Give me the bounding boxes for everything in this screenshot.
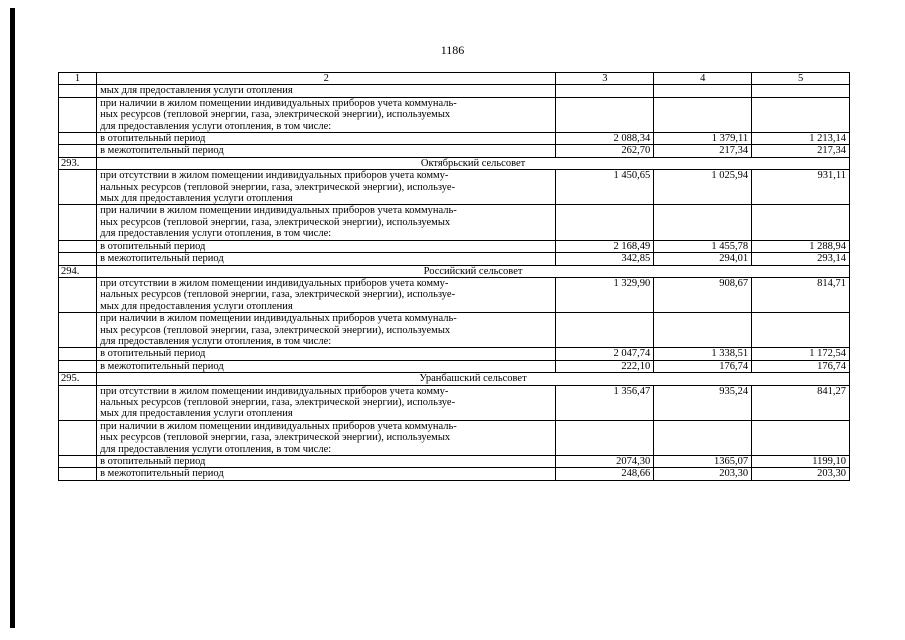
- value-col-5: 293,14: [752, 253, 850, 265]
- row-index: [59, 240, 97, 252]
- row-index: [59, 456, 97, 468]
- row-index: [59, 133, 97, 145]
- value-col-5: [752, 205, 850, 240]
- section-title: Российский сельсовет: [97, 265, 850, 277]
- value-col-3: 1 450,65: [556, 170, 654, 205]
- value-col-5: 1 213,14: [752, 133, 850, 145]
- row-index: [59, 145, 97, 157]
- value-col-4: 203,30: [654, 468, 752, 480]
- table-row: [59, 456, 850, 468]
- tariff-table: [58, 72, 850, 481]
- value-col-4: [654, 313, 752, 348]
- header-cell: 4: [654, 73, 752, 85]
- value-col-3: 2 168,49: [556, 240, 654, 252]
- value-col-5: [752, 313, 850, 348]
- header-cell: 3: [556, 73, 654, 85]
- row-description: в межотопительный период: [97, 145, 556, 157]
- value-col-3: 342,85: [556, 253, 654, 265]
- section-row: [59, 265, 850, 277]
- table-row: [59, 145, 850, 157]
- table-row: [59, 205, 850, 240]
- value-col-4: 1 025,94: [654, 170, 752, 205]
- section-title: Октябрьский сельсовет: [97, 157, 850, 169]
- page-edge-bar: [10, 8, 15, 628]
- table-row: [59, 85, 850, 97]
- row-index: [59, 360, 97, 372]
- header-cell: 5: [752, 73, 850, 85]
- value-col-5: 1 172,54: [752, 348, 850, 360]
- table-row: [59, 468, 850, 480]
- value-col-3: 2074,30: [556, 456, 654, 468]
- section-row: [59, 373, 850, 385]
- value-col-4: 908,67: [654, 277, 752, 312]
- row-index: [59, 420, 97, 455]
- row-index: [59, 468, 97, 480]
- value-col-4: 1 455,78: [654, 240, 752, 252]
- table-row: [59, 240, 850, 252]
- row-index: 294.: [59, 265, 97, 277]
- row-index: [59, 385, 97, 420]
- value-col-4: 176,74: [654, 360, 752, 372]
- row-index: [59, 97, 97, 132]
- row-index: 293.: [59, 157, 97, 169]
- table-row: [59, 253, 850, 265]
- row-index: [59, 170, 97, 205]
- row-description: в отопительный период: [97, 456, 556, 468]
- value-col-5: 1 288,94: [752, 240, 850, 252]
- header-cell: 1: [59, 73, 97, 85]
- value-col-4: 294,01: [654, 253, 752, 265]
- row-description: при отсутствии в жилом помещении индивидуальных приборов учета комму- нальных ресурсов (тепловой энергии, газа, электрической энергии), используе- мых для предоставления услуги отопления: [97, 170, 556, 205]
- value-col-4: 1365,07: [654, 456, 752, 468]
- value-col-4: 1 379,11: [654, 133, 752, 145]
- value-col-3: [556, 205, 654, 240]
- table-header-row: [59, 73, 850, 85]
- value-col-5: 1199,10: [752, 456, 850, 468]
- value-col-5: 217,34: [752, 145, 850, 157]
- row-description: при наличии в жилом помещении индивидуальных приборов учета коммуналь- ных ресурсов (тепловой энергии, газа, электрической энергии), используемых для предоставления услуги отопления, в том числе:: [97, 313, 556, 348]
- value-col-4: [654, 420, 752, 455]
- value-col-3: 262,70: [556, 145, 654, 157]
- value-col-3: 1 329,90: [556, 277, 654, 312]
- row-description: при отсутствии в жилом помещении индивидуальных приборов учета комму- нальных ресурсов (тепловой энергии, газа, электрической энергии), используе- мых для предоставления услуги отопления: [97, 385, 556, 420]
- row-index: [59, 253, 97, 265]
- table-row: [59, 277, 850, 312]
- table-row: [59, 385, 850, 420]
- value-col-5: [752, 97, 850, 132]
- row-description: мых для предоставления услуги отопления: [97, 85, 556, 97]
- row-index: [59, 85, 97, 97]
- value-col-3: [556, 97, 654, 132]
- value-col-4: 1 338,51: [654, 348, 752, 360]
- row-description: при наличии в жилом помещении индивидуальных приборов учета коммуналь- ных ресурсов (тепловой энергии, газа, электрической энергии), используемых для предоставления услуги отопления, в том числе:: [97, 97, 556, 132]
- row-description: при отсутствии в жилом помещении индивидуальных приборов учета комму- нальных ресурсов (тепловой энергии, газа, электрической энергии), используе- мых для предоставления услуги отопления: [97, 277, 556, 312]
- row-description: в межотопительный период: [97, 253, 556, 265]
- row-description: в отопительный период: [97, 133, 556, 145]
- row-description: при наличии в жилом помещении индивидуальных приборов учета коммуналь- ных ресурсов (тепловой энергии, газа, электрической энергии), используемых для предоставления услуги отопления, в том числе:: [97, 205, 556, 240]
- value-col-5: [752, 420, 850, 455]
- row-description: в межотопительный период: [97, 360, 556, 372]
- value-col-5: 841,27: [752, 385, 850, 420]
- row-index: 295.: [59, 373, 97, 385]
- table-row: [59, 97, 850, 132]
- value-col-5: 931,11: [752, 170, 850, 205]
- value-col-3: 2 047,74: [556, 348, 654, 360]
- value-col-4: [654, 85, 752, 97]
- section-row: [59, 157, 850, 169]
- table-row: [59, 170, 850, 205]
- table-row: [59, 313, 850, 348]
- value-col-5: [752, 85, 850, 97]
- table-row: [59, 360, 850, 372]
- value-col-3: 222,10: [556, 360, 654, 372]
- row-description: в отопительный период: [97, 240, 556, 252]
- row-index: [59, 348, 97, 360]
- page-number: 1186: [440, 43, 465, 57]
- value-col-5: 176,74: [752, 360, 850, 372]
- section-title: Уранбашский сельсовет: [97, 373, 850, 385]
- value-col-3: [556, 85, 654, 97]
- value-col-4: 935,24: [654, 385, 752, 420]
- value-col-3: 2 088,34: [556, 133, 654, 145]
- value-col-3: [556, 313, 654, 348]
- row-index: [59, 277, 97, 312]
- row-description: в межотопительный период: [97, 468, 556, 480]
- row-index: [59, 313, 97, 348]
- value-col-3: 248,66: [556, 468, 654, 480]
- table-row: [59, 133, 850, 145]
- value-col-4: 217,34: [654, 145, 752, 157]
- value-col-5: 814,71: [752, 277, 850, 312]
- header-cell: 2: [97, 73, 556, 85]
- row-index: [59, 205, 97, 240]
- row-description: в отопительный период: [97, 348, 556, 360]
- table-row: [59, 348, 850, 360]
- value-col-3: [556, 420, 654, 455]
- table-row: [59, 420, 850, 455]
- value-col-5: 203,30: [752, 468, 850, 480]
- value-col-3: 1 356,47: [556, 385, 654, 420]
- value-col-4: [654, 205, 752, 240]
- value-col-4: [654, 97, 752, 132]
- row-description: при наличии в жилом помещении индивидуальных приборов учета коммуналь- ных ресурсов (тепловой энергии, газа, электрической энергии), используемых для предоставления услуги отопления, в том числе:: [97, 420, 556, 455]
